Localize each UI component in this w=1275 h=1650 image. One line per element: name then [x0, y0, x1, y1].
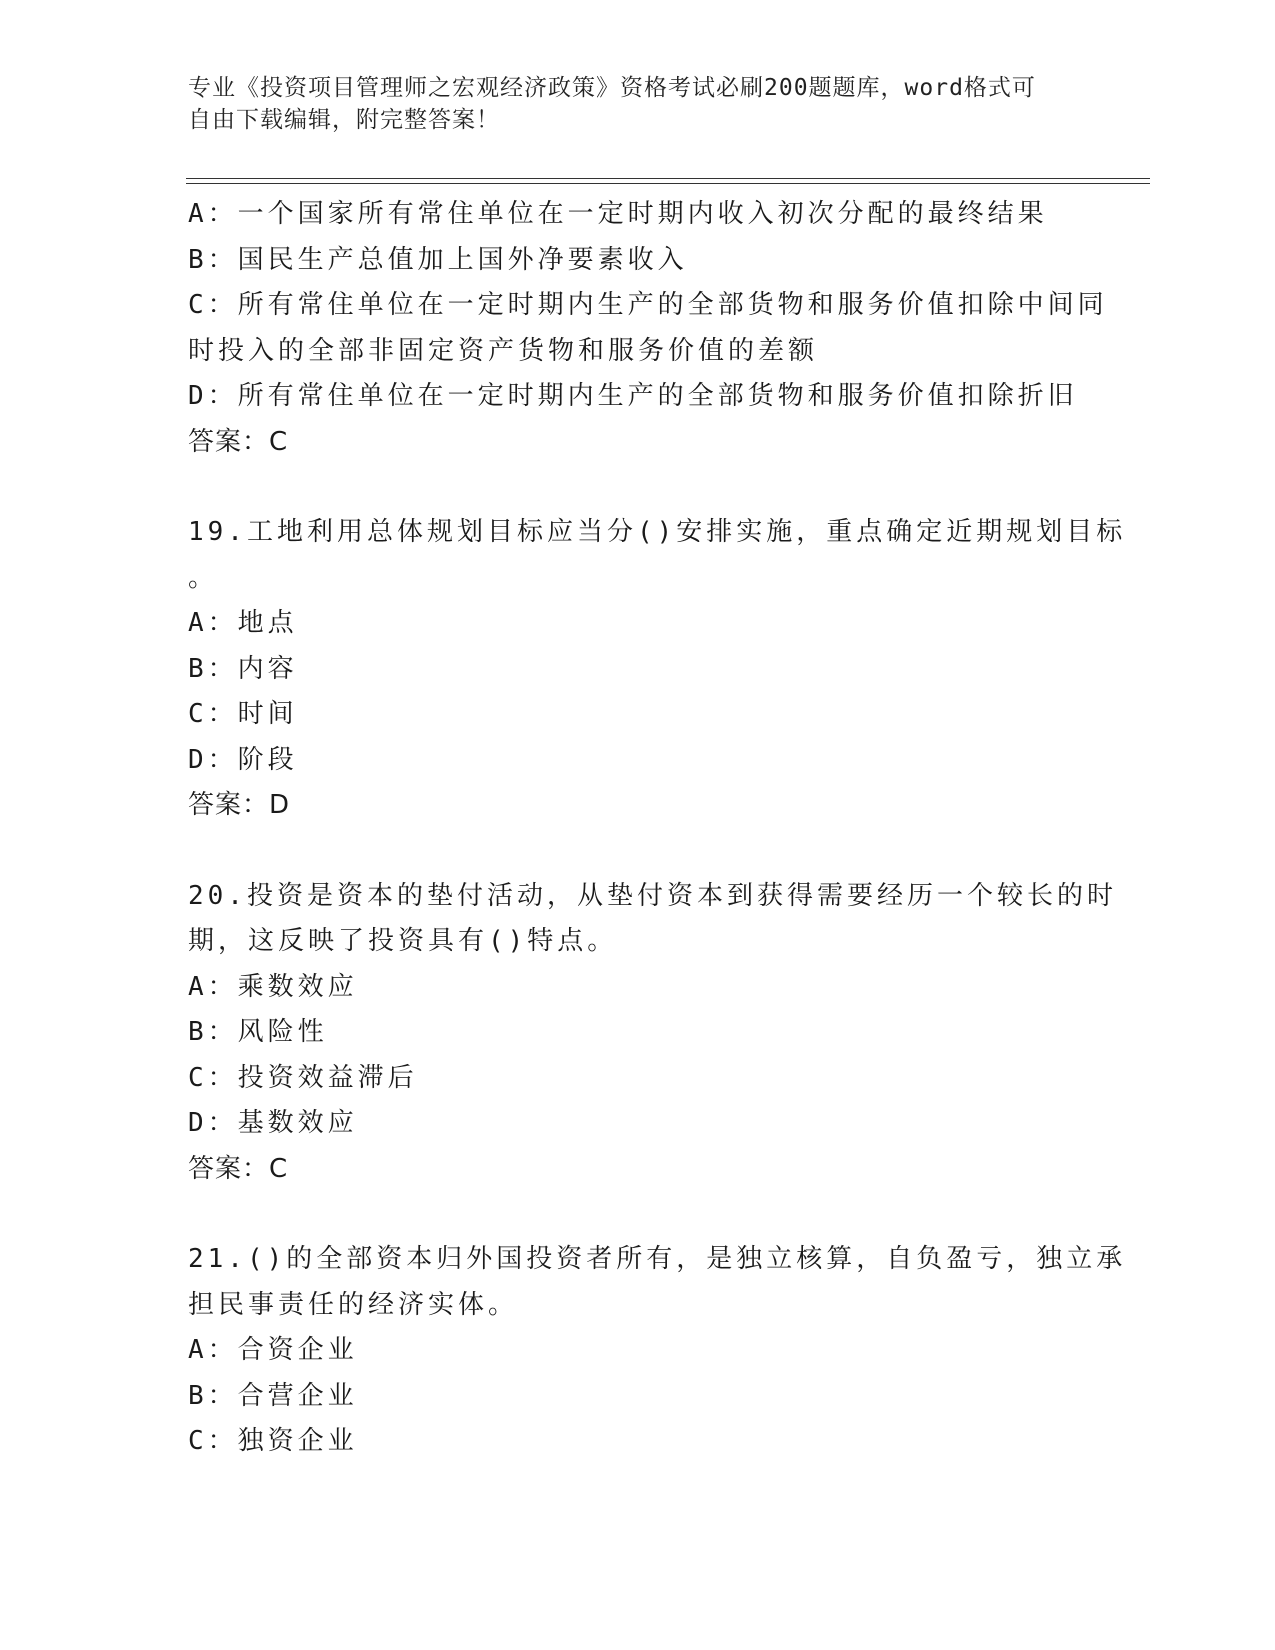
header-divider-bottom	[186, 183, 1150, 184]
question-gap	[188, 465, 1088, 510]
option-b: B：内容	[188, 653, 298, 684]
question-stem-line-2: 。	[188, 562, 219, 593]
option-b: B：合营企业	[188, 1380, 358, 1411]
option-a: A：乘数效应	[188, 971, 358, 1002]
header-divider-top	[186, 178, 1150, 179]
option-b: B：风险性	[188, 1017, 328, 1047]
option-a: A：一个国家所有常住单位在一定时期内收入初次分配的最终结果	[188, 199, 1048, 229]
question-19	[188, 510, 1127, 829]
answer-label: 答案：D	[188, 790, 291, 820]
option-a: A：地点	[188, 608, 298, 638]
option-a: A：合资企业	[188, 1335, 358, 1365]
header-line-2: 自由下载编辑，附完整答案！	[188, 107, 500, 133]
option-d: D：所有常住单位在一定时期内生产的全部货物和服务价值扣除折旧	[188, 381, 1078, 411]
question-stem-line-1: 19.工地利用总体规划目标应当分()安排实施，重点确定近期规划目标	[188, 517, 1127, 547]
option-b: B：国民生产总值加上国外净要素收入	[188, 244, 688, 275]
option-c-line-1: C：所有常住单位在一定时期内生产的全部货物和服务价值扣除中间同	[188, 290, 1108, 320]
question-stem-line-1: 21.()的全部资本归外国投资者所有，是独立核算，自负盈亏，独立承	[188, 1244, 1127, 1274]
answer-label: 答案：C	[188, 1153, 289, 1184]
header-line-1: 专业《投资项目管理师之宏观经济政策》资格考试必刷200题题库，word格式可	[188, 75, 1036, 101]
question-stem-line-2: 期，这反映了投资具有()特点。	[188, 926, 618, 956]
answer-label: 答案：C	[188, 426, 289, 457]
question-stem-line-2: 担民事责任的经济实体。	[188, 1289, 519, 1320]
document-header	[188, 72, 1068, 136]
option-c: C：独资企业	[188, 1426, 358, 1456]
option-c: C：时间	[188, 699, 298, 729]
question-gap	[188, 1192, 1088, 1237]
option-d: D：阶段	[188, 744, 298, 775]
option-c: C：投资效益滞后	[188, 1062, 418, 1093]
option-d: D：基数效应	[188, 1108, 358, 1138]
option-c-line-2: 时投入的全部非固定资产货物和服务价值的差额	[188, 335, 819, 366]
question-stem-line-1: 20.投资是资本的垫付活动，从垫付资本到获得需要经历一个较长的时	[188, 880, 1117, 911]
question-list	[188, 192, 1127, 1465]
question-18-options	[188, 192, 1108, 465]
question-20	[188, 874, 1117, 1193]
question-gap	[188, 829, 1088, 874]
question-21	[188, 1237, 1127, 1465]
